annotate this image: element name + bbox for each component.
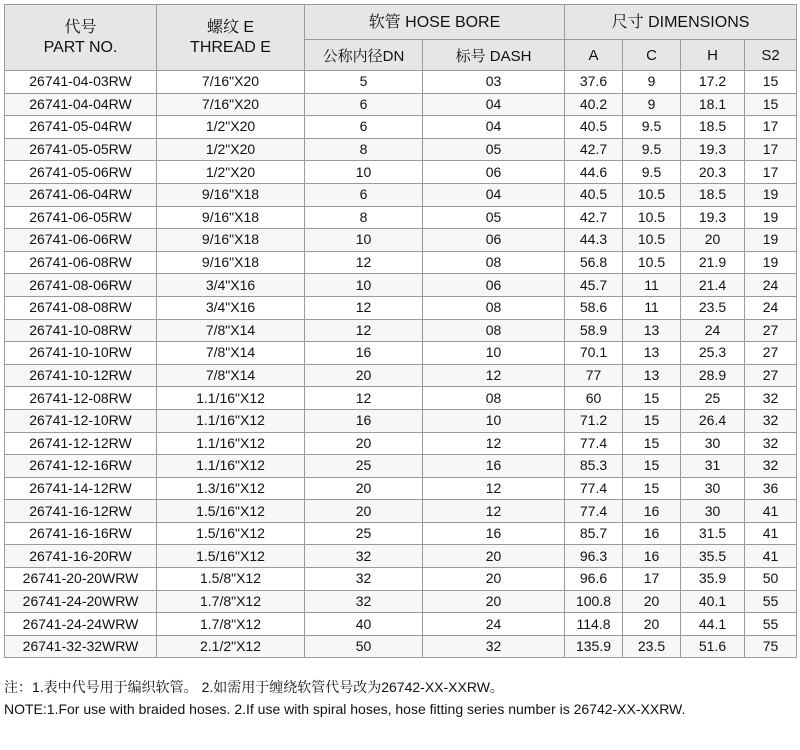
cell-part-no: 26741-05-06RW bbox=[5, 161, 157, 184]
cell-dn: 32 bbox=[305, 590, 423, 613]
cell-s2: 32 bbox=[745, 409, 797, 432]
cell-a: 77.4 bbox=[565, 500, 623, 523]
cell-thread: 1/2"X20 bbox=[157, 161, 305, 184]
cell-dash: 06 bbox=[423, 161, 565, 184]
header-hose-bore: 软管 HOSE BORE bbox=[305, 5, 565, 40]
cell-thread: 7/8"X14 bbox=[157, 342, 305, 365]
cell-c: 13 bbox=[623, 319, 681, 342]
cell-c: 16 bbox=[623, 500, 681, 523]
cell-thread: 3/4"X16 bbox=[157, 274, 305, 297]
table-row bbox=[5, 93, 797, 116]
cell-dash: 05 bbox=[423, 138, 565, 161]
cell-c: 15 bbox=[623, 387, 681, 410]
cell-h: 21.4 bbox=[681, 274, 745, 297]
cell-part-no: 26741-10-12RW bbox=[5, 364, 157, 387]
cell-c: 17 bbox=[623, 568, 681, 591]
cell-h: 31 bbox=[681, 455, 745, 478]
cell-s2: 15 bbox=[745, 93, 797, 116]
cell-thread: 1.1/16"X12 bbox=[157, 455, 305, 478]
cell-thread: 1.7/8"X12 bbox=[157, 590, 305, 613]
cell-h: 20 bbox=[681, 229, 745, 252]
cell-dash: 24 bbox=[423, 613, 565, 636]
cell-c: 9.5 bbox=[623, 116, 681, 139]
table-row bbox=[5, 635, 797, 658]
cell-thread: 9/16"X18 bbox=[157, 183, 305, 206]
cell-part-no: 26741-20-20WRW bbox=[5, 568, 157, 591]
cell-h: 30 bbox=[681, 477, 745, 500]
cell-a: 42.7 bbox=[565, 138, 623, 161]
cell-s2: 27 bbox=[745, 364, 797, 387]
cell-dash: 05 bbox=[423, 206, 565, 229]
cell-a: 60 bbox=[565, 387, 623, 410]
cell-part-no: 26741-16-12RW bbox=[5, 500, 157, 523]
table-row bbox=[5, 545, 797, 568]
header-dn: 公称内径DN bbox=[305, 40, 423, 71]
cell-s2: 55 bbox=[745, 613, 797, 636]
cell-part-no: 26741-04-04RW bbox=[5, 93, 157, 116]
cell-s2: 19 bbox=[745, 183, 797, 206]
cell-dn: 5 bbox=[305, 71, 423, 94]
cell-h: 17.2 bbox=[681, 71, 745, 94]
cell-dash: 12 bbox=[423, 432, 565, 455]
cell-part-no: 26741-14-12RW bbox=[5, 477, 157, 500]
cell-dash: 12 bbox=[423, 364, 565, 387]
cell-s2: 27 bbox=[745, 319, 797, 342]
cell-thread: 9/16"X18 bbox=[157, 206, 305, 229]
cell-c: 15 bbox=[623, 455, 681, 478]
cell-a: 71.2 bbox=[565, 409, 623, 432]
header-part-no bbox=[5, 5, 157, 71]
cell-thread: 1/2"X20 bbox=[157, 138, 305, 161]
table-row bbox=[5, 590, 797, 613]
header-thread bbox=[157, 5, 305, 71]
cell-part-no: 26741-04-03RW bbox=[5, 71, 157, 94]
cell-h: 18.5 bbox=[681, 183, 745, 206]
cell-h: 18.1 bbox=[681, 93, 745, 116]
cell-part-no: 26741-06-04RW bbox=[5, 183, 157, 206]
cell-h: 30 bbox=[681, 432, 745, 455]
cell-thread: 9/16"X18 bbox=[157, 229, 305, 252]
cell-part-no: 26741-12-08RW bbox=[5, 387, 157, 410]
cell-c: 11 bbox=[623, 296, 681, 319]
cell-part-no: 26741-12-16RW bbox=[5, 455, 157, 478]
cell-thread: 1.5/16"X12 bbox=[157, 522, 305, 545]
cell-a: 58.6 bbox=[565, 296, 623, 319]
cell-dn: 20 bbox=[305, 477, 423, 500]
cell-part-no: 26741-32-32WRW bbox=[5, 635, 157, 658]
cell-c: 16 bbox=[623, 522, 681, 545]
cell-part-no: 26741-08-06RW bbox=[5, 274, 157, 297]
cell-dash: 16 bbox=[423, 522, 565, 545]
table-row bbox=[5, 387, 797, 410]
cell-dash: 12 bbox=[423, 477, 565, 500]
table-row bbox=[5, 138, 797, 161]
header-thread-en: THREAD E bbox=[190, 38, 271, 56]
cell-part-no: 26741-08-08RW bbox=[5, 296, 157, 319]
table-row bbox=[5, 71, 797, 94]
table-row bbox=[5, 409, 797, 432]
header-part-no-en: PART NO. bbox=[43, 38, 118, 56]
cell-a: 100.8 bbox=[565, 590, 623, 613]
cell-h: 19.3 bbox=[681, 138, 745, 161]
cell-h: 28.9 bbox=[681, 364, 745, 387]
cell-c: 10.5 bbox=[623, 251, 681, 274]
cell-thread: 1.5/16"X12 bbox=[157, 500, 305, 523]
cell-c: 9 bbox=[623, 93, 681, 116]
cell-thread: 1/2"X20 bbox=[157, 116, 305, 139]
cell-c: 23.5 bbox=[623, 635, 681, 658]
table-row bbox=[5, 613, 797, 636]
table-row bbox=[5, 229, 797, 252]
cell-thread: 1.3/16"X12 bbox=[157, 477, 305, 500]
header-dimensions: 尺寸 DIMENSIONS bbox=[565, 5, 797, 40]
cell-dn: 8 bbox=[305, 138, 423, 161]
cell-thread: 9/16"X18 bbox=[157, 251, 305, 274]
cell-c: 20 bbox=[623, 590, 681, 613]
table-row bbox=[5, 296, 797, 319]
cell-c: 10.5 bbox=[623, 183, 681, 206]
cell-s2: 24 bbox=[745, 274, 797, 297]
cell-a: 77.4 bbox=[565, 477, 623, 500]
table-row bbox=[5, 477, 797, 500]
cell-s2: 19 bbox=[745, 229, 797, 252]
cell-a: 96.6 bbox=[565, 568, 623, 591]
header-dash: 标号 DASH bbox=[423, 40, 565, 71]
cell-thread: 3/4"X16 bbox=[157, 296, 305, 319]
cell-a: 45.7 bbox=[565, 274, 623, 297]
cell-dn: 6 bbox=[305, 93, 423, 116]
cell-a: 114.8 bbox=[565, 613, 623, 636]
header-c: C bbox=[623, 40, 681, 71]
cell-part-no: 26741-16-20RW bbox=[5, 545, 157, 568]
cell-a: 70.1 bbox=[565, 342, 623, 365]
cell-dn: 25 bbox=[305, 522, 423, 545]
notes bbox=[4, 676, 796, 720]
cell-dn: 8 bbox=[305, 206, 423, 229]
cell-a: 44.3 bbox=[565, 229, 623, 252]
cell-c: 11 bbox=[623, 274, 681, 297]
cell-c: 15 bbox=[623, 432, 681, 455]
cell-s2: 17 bbox=[745, 138, 797, 161]
table-row bbox=[5, 183, 797, 206]
cell-h: 25.3 bbox=[681, 342, 745, 365]
cell-dash: 03 bbox=[423, 71, 565, 94]
cell-thread: 2.1/2"X12 bbox=[157, 635, 305, 658]
cell-h: 21.9 bbox=[681, 251, 745, 274]
cell-c: 10.5 bbox=[623, 229, 681, 252]
cell-thread: 1.1/16"X12 bbox=[157, 432, 305, 455]
cell-thread: 7/8"X14 bbox=[157, 364, 305, 387]
cell-a: 40.5 bbox=[565, 183, 623, 206]
cell-part-no: 26741-05-04RW bbox=[5, 116, 157, 139]
cell-s2: 55 bbox=[745, 590, 797, 613]
cell-a: 135.9 bbox=[565, 635, 623, 658]
cell-s2: 41 bbox=[745, 545, 797, 568]
cell-s2: 50 bbox=[745, 568, 797, 591]
cell-dn: 25 bbox=[305, 455, 423, 478]
cell-c: 16 bbox=[623, 545, 681, 568]
cell-s2: 36 bbox=[745, 477, 797, 500]
cell-thread: 1.7/8"X12 bbox=[157, 613, 305, 636]
table-row bbox=[5, 522, 797, 545]
cell-h: 40.1 bbox=[681, 590, 745, 613]
cell-dn: 12 bbox=[305, 387, 423, 410]
cell-part-no: 26741-10-10RW bbox=[5, 342, 157, 365]
cell-h: 26.4 bbox=[681, 409, 745, 432]
header-s2: S2 bbox=[745, 40, 797, 71]
cell-a: 96.3 bbox=[565, 545, 623, 568]
cell-dn: 10 bbox=[305, 274, 423, 297]
cell-part-no: 26741-05-05RW bbox=[5, 138, 157, 161]
cell-thread: 7/16"X20 bbox=[157, 71, 305, 94]
header-thread-cn: 螺纹 E bbox=[206, 18, 255, 36]
cell-part-no: 26741-06-06RW bbox=[5, 229, 157, 252]
cell-a: 40.2 bbox=[565, 93, 623, 116]
cell-dn: 16 bbox=[305, 342, 423, 365]
table-row bbox=[5, 364, 797, 387]
cell-dash: 10 bbox=[423, 342, 565, 365]
cell-thread: 1.5/8"X12 bbox=[157, 568, 305, 591]
cell-part-no: 26741-12-10RW bbox=[5, 409, 157, 432]
table-row bbox=[5, 319, 797, 342]
cell-dn: 6 bbox=[305, 116, 423, 139]
cell-h: 30 bbox=[681, 500, 745, 523]
cell-dash: 08 bbox=[423, 251, 565, 274]
cell-s2: 41 bbox=[745, 500, 797, 523]
cell-dash: 08 bbox=[423, 387, 565, 410]
cell-c: 13 bbox=[623, 364, 681, 387]
table-row bbox=[5, 342, 797, 365]
cell-c: 9 bbox=[623, 71, 681, 94]
table-row bbox=[5, 251, 797, 274]
cell-a: 85.3 bbox=[565, 455, 623, 478]
cell-s2: 32 bbox=[745, 387, 797, 410]
cell-dn: 32 bbox=[305, 568, 423, 591]
cell-part-no: 26741-10-08RW bbox=[5, 319, 157, 342]
cell-h: 31.5 bbox=[681, 522, 745, 545]
cell-dash: 12 bbox=[423, 500, 565, 523]
cell-s2: 41 bbox=[745, 522, 797, 545]
cell-dash: 20 bbox=[423, 590, 565, 613]
cell-dash: 04 bbox=[423, 183, 565, 206]
cell-s2: 24 bbox=[745, 296, 797, 319]
cell-dn: 10 bbox=[305, 229, 423, 252]
cell-dn: 20 bbox=[305, 432, 423, 455]
cell-a: 85.7 bbox=[565, 522, 623, 545]
cell-c: 15 bbox=[623, 477, 681, 500]
cell-h: 23.5 bbox=[681, 296, 745, 319]
cell-dash: 20 bbox=[423, 568, 565, 591]
cell-thread: 1.1/16"X12 bbox=[157, 387, 305, 410]
table-body bbox=[5, 71, 797, 658]
cell-c: 10.5 bbox=[623, 206, 681, 229]
cell-a: 56.8 bbox=[565, 251, 623, 274]
cell-a: 42.7 bbox=[565, 206, 623, 229]
table-row bbox=[5, 206, 797, 229]
cell-dash: 08 bbox=[423, 296, 565, 319]
cell-a: 37.6 bbox=[565, 71, 623, 94]
cell-h: 35.5 bbox=[681, 545, 745, 568]
cell-dn: 32 bbox=[305, 545, 423, 568]
cell-thread: 7/16"X20 bbox=[157, 93, 305, 116]
table-row bbox=[5, 116, 797, 139]
note-en: NOTE:1.For use with braided hoses. 2.If use with spiral hoses, hose fitting series number is 26742-XX-XXRW. bbox=[4, 701, 686, 717]
cell-h: 20.3 bbox=[681, 161, 745, 184]
cell-s2: 32 bbox=[745, 455, 797, 478]
cell-a: 77 bbox=[565, 364, 623, 387]
cell-dash: 16 bbox=[423, 455, 565, 478]
cell-h: 19.3 bbox=[681, 206, 745, 229]
note-cn: 注：1.表中代号用于编织软管。 2.如需用于缠绕软管代号改为26742-XX-XXRW。 bbox=[4, 679, 504, 695]
cell-dash: 06 bbox=[423, 274, 565, 297]
header-h: H bbox=[681, 40, 745, 71]
cell-part-no: 26741-12-12RW bbox=[5, 432, 157, 455]
cell-s2: 32 bbox=[745, 432, 797, 455]
cell-s2: 17 bbox=[745, 116, 797, 139]
cell-dn: 12 bbox=[305, 251, 423, 274]
cell-part-no: 26741-24-24WRW bbox=[5, 613, 157, 636]
cell-dn: 12 bbox=[305, 296, 423, 319]
cell-dn: 20 bbox=[305, 500, 423, 523]
cell-c: 9.5 bbox=[623, 161, 681, 184]
cell-c: 15 bbox=[623, 409, 681, 432]
cell-c: 20 bbox=[623, 613, 681, 636]
cell-dash: 04 bbox=[423, 93, 565, 116]
cell-h: 25 bbox=[681, 387, 745, 410]
cell-dn: 6 bbox=[305, 183, 423, 206]
cell-thread: 7/8"X14 bbox=[157, 319, 305, 342]
cell-h: 51.6 bbox=[681, 635, 745, 658]
table-row bbox=[5, 274, 797, 297]
cell-a: 58.9 bbox=[565, 319, 623, 342]
cell-s2: 27 bbox=[745, 342, 797, 365]
cell-dn: 40 bbox=[305, 613, 423, 636]
cell-dash: 06 bbox=[423, 229, 565, 252]
cell-c: 13 bbox=[623, 342, 681, 365]
table-row bbox=[5, 568, 797, 591]
table-row bbox=[5, 432, 797, 455]
cell-dash: 32 bbox=[423, 635, 565, 658]
cell-dn: 12 bbox=[305, 319, 423, 342]
header-part-no-cn: 代号 bbox=[64, 18, 97, 36]
table-row bbox=[5, 455, 797, 478]
cell-dn: 20 bbox=[305, 364, 423, 387]
header-a: A bbox=[565, 40, 623, 71]
cell-part-no: 26741-06-05RW bbox=[5, 206, 157, 229]
cell-a: 77.4 bbox=[565, 432, 623, 455]
cell-h: 18.5 bbox=[681, 116, 745, 139]
cell-s2: 75 bbox=[745, 635, 797, 658]
cell-dn: 16 bbox=[305, 409, 423, 432]
cell-h: 35.9 bbox=[681, 568, 745, 591]
cell-part-no: 26741-06-08RW bbox=[5, 251, 157, 274]
cell-part-no: 26741-16-16RW bbox=[5, 522, 157, 545]
cell-a: 40.5 bbox=[565, 116, 623, 139]
cell-c: 9.5 bbox=[623, 138, 681, 161]
cell-a: 44.6 bbox=[565, 161, 623, 184]
cell-dn: 50 bbox=[305, 635, 423, 658]
cell-s2: 19 bbox=[745, 251, 797, 274]
cell-thread: 1.1/16"X12 bbox=[157, 409, 305, 432]
cell-s2: 17 bbox=[745, 161, 797, 184]
cell-dash: 08 bbox=[423, 319, 565, 342]
cell-dash: 20 bbox=[423, 545, 565, 568]
spec-table bbox=[4, 4, 797, 658]
cell-dn: 10 bbox=[305, 161, 423, 184]
cell-h: 44.1 bbox=[681, 613, 745, 636]
cell-s2: 19 bbox=[745, 206, 797, 229]
cell-part-no: 26741-24-20WRW bbox=[5, 590, 157, 613]
cell-h: 24 bbox=[681, 319, 745, 342]
cell-dash: 10 bbox=[423, 409, 565, 432]
table-row bbox=[5, 500, 797, 523]
cell-s2: 15 bbox=[745, 71, 797, 94]
cell-thread: 1.5/16"X12 bbox=[157, 545, 305, 568]
cell-dash: 04 bbox=[423, 116, 565, 139]
table-row bbox=[5, 161, 797, 184]
